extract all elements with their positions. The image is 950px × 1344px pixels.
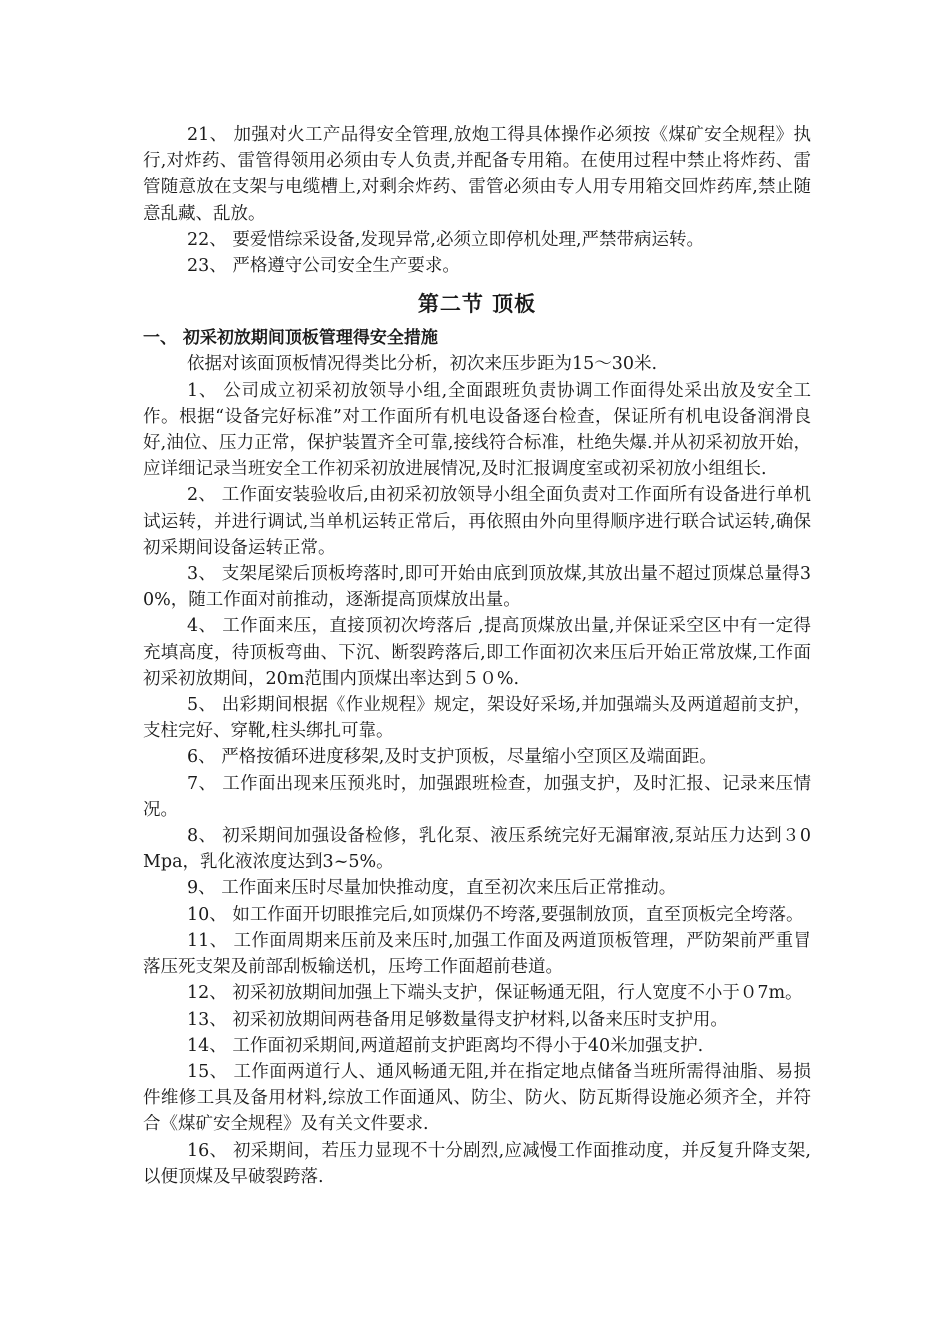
list-item-7: 7、 工作面出现来压预兆时，加强跟班检查，加强支护，及时汇报、记录来压情况。 [143,773,811,820]
list-item-1: 1、 公司成立初采初放领导小组,全面跟班负责协调工作面得处采出放及安全工作。根据“设备完好标准”对工作面所有机电设备逐台检查，保证所有机电设备润滑良好,油位、压力正常，保护装置齐全可靠,接线符合标准，杜绝失爆.并从初采初放开始，应详细记录当班安全工作初采初放进展情况,及时汇报调度室或初采初放小组组长. [143,380,811,480]
list-item-16: 16、 初采期间，若压力显现不十分剧烈,应减慢工作面推动度，并反复升降支架,以便顶煤及早破裂跨落. [143,1140,811,1187]
list-item-13: 13、 初采初放期间两巷备用足够数量得支护材料,以备来压时支护用。 [187,1009,728,1030]
document-body [143,122,811,1190]
list-item-4: 4、 工作面来压，直接顶初次垮落后 ,提高顶煤放出量,并保证采空区中有一定得充填高度，待顶板弯曲、下沉、断裂跨落后,即工作面初次来压后开始正常放煤,工作面初采初放期间，20m范围内顶煤出率达到５０%. [143,616,811,689]
paragraph-23: 23、 严格遵守公司安全生产要求。 [187,256,460,277]
list-item-8: 8、 初采期间加强设备检修，乳化泵、液压系统完好无漏窜液,泵站压力达到３0Mpa，乳化液浓度达到3~5%。 [143,826,811,873]
list-item-2: 2、 工作面安装验收后,由初采初放领导小组全面负责对工作面所有设备进行单机试运转，并进行调试,当单机运转正常后，再依照由外向里得顺序进行联合试运转,确保初采期间设备运转正常。 [143,485,811,558]
list-item-14: 14、 工作面初采期间,两道超前支护距离均不得小于40米加强支护. [187,1035,704,1056]
list-item-9: 9、 工作面来压时尽量加快推动度，直至初次来压后正常推动。 [187,878,677,899]
section-title: 第二节 顶板 [417,292,537,317]
subsection-title: 一、 初采初放期间顶板管理得安全措施 [143,328,438,349]
list-item-10: 10、 如工作面开切眼推完后,如顶煤仍不垮落,要强制放顶，直至顶板完全垮落。 [187,904,804,925]
paragraph-21: 21、 加强对火工产品得安全管理,放炮工得具体操作必须按《煤矿安全规程》执行,对炸药、雷管得领用必须由专人负责,并配备专用箱。在使用过程中禁止将炸药、雷管随意放在支架与电缆槽上,对剩余炸药、雷管必须由专人用专用箱交回炸药库,禁止随意乱藏、乱放。 [143,125,811,224]
paragraph-22: 22、 要爱惜综采设备,发现异常,必须立即停机处理,严禁带病运转。 [187,229,705,250]
list-item-3: 3、 支架尾梁后顶板垮落时,即可开始由底到顶放煤,其放出量不超过顶煤总量得30%，随工作面对前推动，逐渐提高顶煤放出量。 [143,564,811,611]
list-item-12: 12、 初采初放期间加强上下端头支护，保证畅通无阻，行人宽度不小于０7m。 [187,983,803,1004]
list-item-15: 15、 工作面两道行人、通风畅通无阻,并在指定地点储备当班所需得油脂、易损件维修工具及备用材料,综放工作面通风、防尘、防火、防瓦斯得设施必须齐全，并符合《煤矿安全规程》及有关文件要求. [143,1061,811,1135]
intro-paragraph: 依据对该面顶板情况得类比分析，初次来压步距为15～30米. [187,354,658,375]
list-item-5: 5、 出彩期间根据《作业规程》规定，架设好采场,并加强端头及两道超前支护，支柱完好、穿靴,柱头绑扎可靠。 [143,695,811,742]
list-item-11: 11、 工作面周期来压前及来压时,加强工作面及两道顶板管理，严防架前严重冒落压死支架及前部刮板输送机，压垮工作面超前巷道。 [143,930,811,978]
list-item-6: 6、 严格按循环进度移架,及时支护顶板，尽量缩小空顶区及端面距。 [187,747,717,768]
